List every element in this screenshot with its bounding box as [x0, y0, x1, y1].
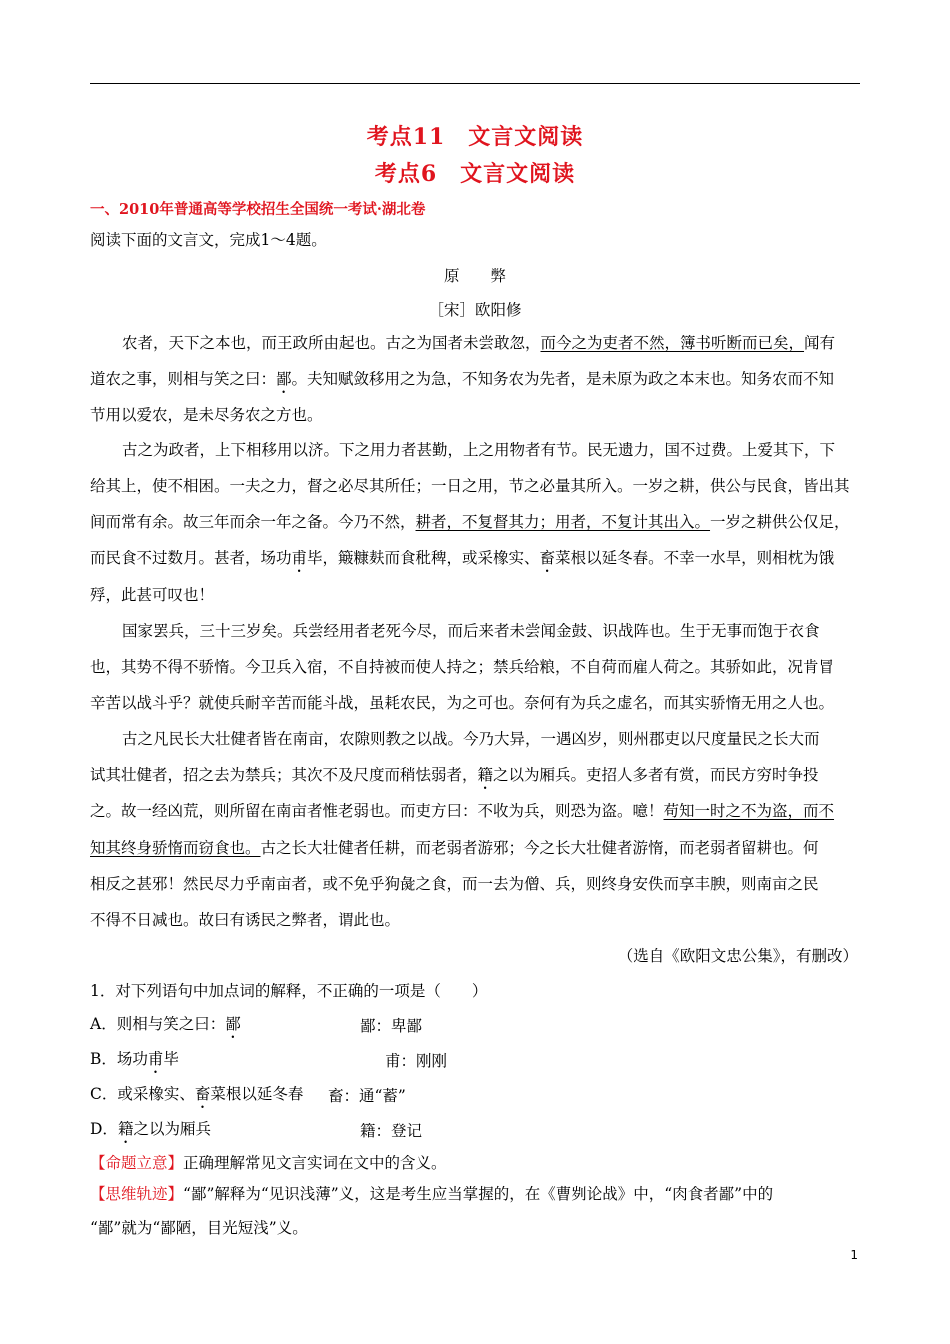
- essay-title: 原 弊: [443, 267, 506, 285]
- dotted-word: 畜: [194, 1085, 211, 1103]
- p2-line-2: 给其上，使不相困。一夫之力，督之必尽其所任；一日之用，节之必量其所入。一岁之耕，供公与民食，皆出其: [90, 477, 850, 495]
- option-c: C．或采橡实、畜菜根以延冬春: [90, 1085, 304, 1103]
- p4-line-3: 之。故一经凶荒，则所留在南亩者惟老弱也。而吏方曰：不收为兵，则恐为盗。噫！苟知一时之不为盗，而不: [90, 802, 835, 820]
- option-c-answer: 畜：通“蓄”: [328, 1087, 406, 1105]
- source-citation: （选自《欧阳文忠公集》，有删改）: [617, 947, 858, 965]
- p4-line-2: 试其壮健者，招之去为禁兵；其次不及尺度而稍怯弱者，籍之以为厢兵。吏招人多者有赏，而民方穷时争投: [90, 766, 819, 784]
- p4-line-5: 相反之甚邪！然民尽力乎南亩者，或不免乎狗彘之食，而一去为僧、兵，则终身安佚而享丰腴，则南亩之民: [90, 875, 819, 893]
- dotted-word: 甫: [147, 1050, 164, 1068]
- option-d-answer: 籍：登记: [360, 1122, 423, 1140]
- page-number: 1: [850, 1248, 858, 1262]
- option-b: B．场功甫毕: [90, 1050, 179, 1068]
- dotted-word: 鄙: [225, 1015, 241, 1033]
- title-primary: 考点11 文言文阅读: [366, 124, 584, 150]
- dotted-word: 籍: [117, 1120, 134, 1138]
- title-secondary: 考点6 文言文阅读: [374, 161, 576, 187]
- instruction: 阅读下面的文言文，完成1～4题。: [90, 231, 327, 249]
- p3-line-1: 国家罢兵，三十三岁矣。兵尝经用者老死今尽，而后来者未尝闻金鼓、识战阵也。生于无事而饱于衣食: [122, 622, 820, 640]
- underlined-sentence: 耕者，不复督其力；用者，不复计其出入。: [415, 513, 711, 531]
- section-heading: 一、2010年普通高等学校招生全国统一考试·湖北卷: [90, 201, 426, 218]
- underlined-sentence: 知其终身骄惰而窃食也。: [90, 839, 261, 857]
- analysis-intent: 【命题立意】正确理解常见文言实词在文中的含义。: [90, 1154, 447, 1172]
- p2-line-1: 古之为政者，上下相移用以济。下之用力者甚勤，上之用物者有节。民无遗力，国不过费。上爱其下，下: [122, 441, 836, 459]
- analysis-reasoning: 【思维轨迹】“鄙”解释为“见识浅薄”义，这是考生应当掌握的，在《曹刿论战》中，“肉食者鄙”中的: [90, 1185, 774, 1203]
- intent-tag: 【命题立意】: [90, 1154, 184, 1172]
- dotted-word: 甫: [291, 549, 308, 567]
- p1-line-3: 节用以爱农，是未尽务农之方也。: [90, 406, 323, 424]
- reasoning-tag: 【思维轨迹】: [90, 1185, 184, 1203]
- analysis-reasoning-cont: “鄙”就为“鄙陋，目光短浅”义。: [90, 1219, 308, 1237]
- dotted-word: 鄙: [276, 370, 292, 388]
- question-stem: 1．对下列语句中加点词的解释，不正确的一项是（ ）: [90, 982, 488, 1000]
- p3-line-2: 也，其势不得不骄惰。今卫兵入宿，不自持被而使人持之；禁兵给粮，不自荷而雇人荷之。其骄如此，况肯冒: [90, 658, 835, 676]
- p1-line-2: 道农之事，则相与笑之曰：鄙。夫知赋敛移用之为急，不知务农为先者，是未原为政之本末也。知务农而不知: [90, 370, 835, 388]
- essay-author: ［宋］欧阳修: [428, 301, 522, 319]
- header-rule: [90, 83, 860, 84]
- p4-line-1: 古之凡民长大壮健者皆在南亩，农隙则教之以战。今乃大异，一遇凶岁，则州郡吏以尺度量民之长大而: [122, 730, 820, 748]
- p2-line-5: 殍，此甚可叹也！: [90, 586, 215, 604]
- underlined-sentence: 苟知一时之不为盗，而不: [663, 802, 835, 820]
- p3-line-3: 辛苦以战斗乎？就使兵耐辛苦而能斗战，虽耗农民，为之可也。奈何有为兵之虚名，而其实骄惰无用之人也。: [90, 694, 835, 712]
- option-a-answer: 鄙：卑鄙: [360, 1017, 423, 1035]
- dotted-word: 畜: [539, 549, 556, 567]
- dotted-word: 籍: [477, 766, 494, 784]
- underlined-sentence: 而今之为吏者不然，簿书听断而已矣，: [540, 334, 805, 352]
- option-b-answer: 甫：刚刚: [385, 1052, 448, 1070]
- p4-line-6: 不得不日减也。故曰有诱民之弊者，谓此也。: [90, 911, 401, 929]
- p2-line-3: 间而常有余。故三年而余一年之备。今乃不然，耕者，不复督其力；用者，不复计其出入。一岁之耕供公仅足，: [90, 513, 850, 531]
- option-d: D．籍之以为厢兵: [90, 1120, 211, 1138]
- p4-line-4: 知其终身骄惰而窃食也。古之长大壮健者任耕，而老弱者游邪；今之长大壮健者游惰，而老弱者留耕也。何: [90, 839, 819, 857]
- option-a: A．则相与笑之曰：鄙: [90, 1015, 241, 1033]
- p2-line-4: 而民食不过数月。甚者，场功甫毕，簸糠麸而食秕稗，或采橡实、畜菜根以延冬春。不幸一水旱，则相枕为饿: [90, 549, 835, 567]
- p1-line-1: 农者，天下之本也，而王政所由起也。古之为国者未尝敢忽，而今之为吏者不然，簿书听断而已矣，闻有: [122, 334, 836, 352]
